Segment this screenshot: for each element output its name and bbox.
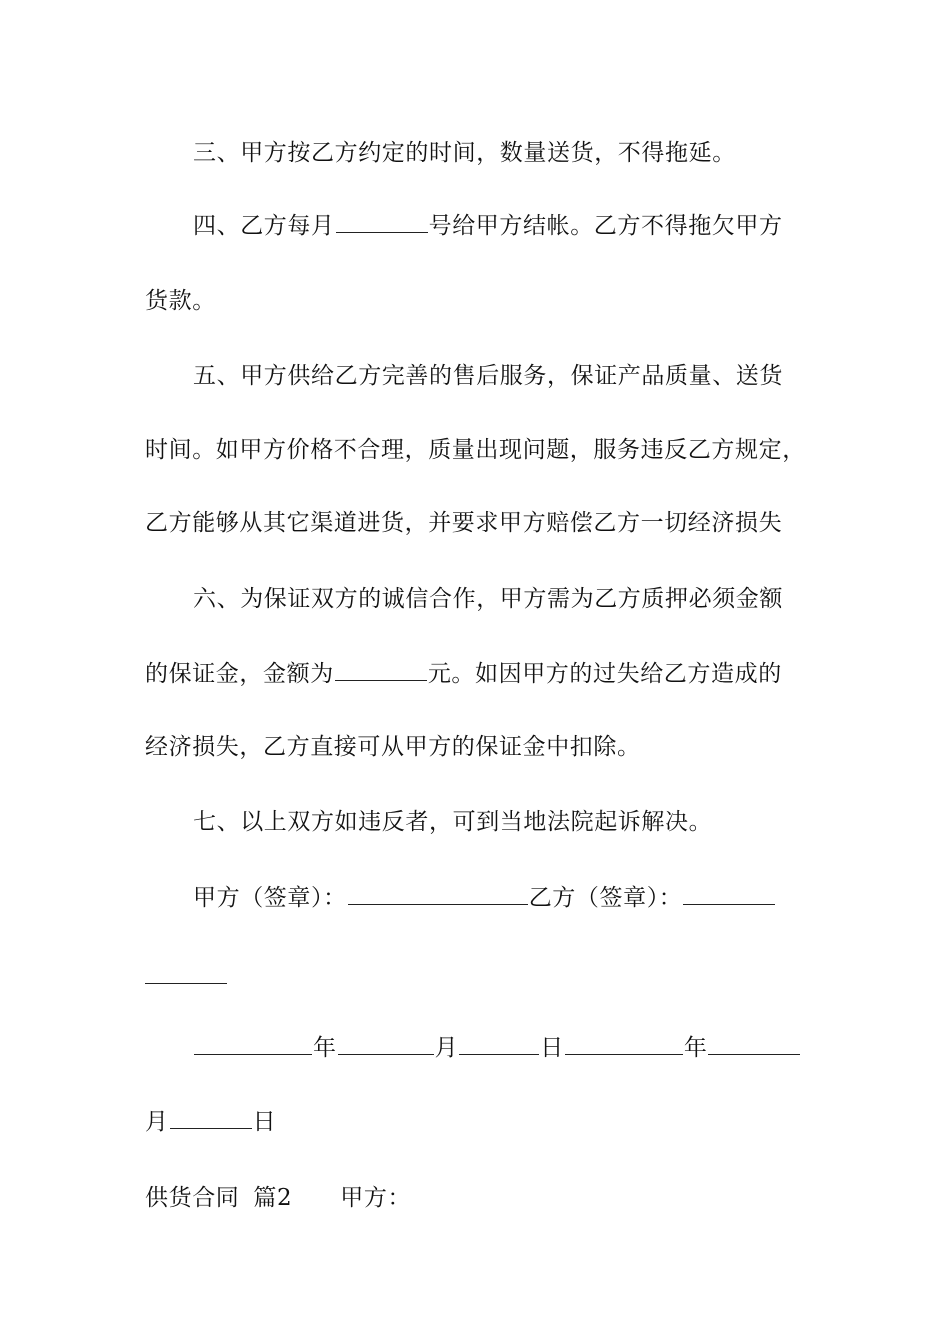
clause-3-text: 三、甲方按乙方约定的时间，数量送货，不得拖延。 [193, 140, 736, 166]
next-section-party-a-label: 甲方： [340, 1185, 412, 1211]
clause-5-line-1 [193, 361, 783, 391]
date-line [193, 1032, 801, 1063]
party-b-signature-blank [683, 882, 775, 905]
clause-6-text-3: 元。如因甲方的过失给乙方造成的 [427, 661, 782, 687]
signature-line [193, 882, 776, 913]
party-a-year-blank [194, 1032, 312, 1055]
day-label: 日 [540, 1035, 564, 1061]
party-a-signature-blank [348, 882, 528, 905]
clause-5-text-3: 乙方能够从其它渠道进货，并要求甲方赔偿乙方一切经济损失 [145, 510, 783, 536]
settlement-day-blank [336, 210, 428, 233]
next-section-title: 供货合同 [145, 1185, 240, 1211]
clause-7 [193, 807, 712, 837]
clause-6-text-4: 经济损失，乙方直接可从甲方的保证金中扣除。 [145, 734, 641, 760]
clause-4-text-3: 货款。 [145, 288, 216, 314]
party-b-signature-blank-continued [145, 982, 227, 984]
clause-5-text-2: 时间。如甲方价格不合理，质量出现问题，服务违反乙方规定， [145, 437, 806, 463]
clause-3 [193, 138, 736, 168]
party-b-day-blank [170, 1106, 252, 1129]
clause-5-line-3 [145, 508, 782, 538]
clause-6-line-2 [145, 658, 782, 689]
clause-6-line-3 [145, 732, 641, 762]
party-a-day-blank [459, 1032, 539, 1055]
clause-5-line-2 [145, 435, 806, 465]
clause-4-text-2: 号给甲方结帐。乙方不得拖欠甲方 [428, 213, 783, 239]
clause-6-text-2: 的保证金，金额为 [145, 661, 334, 687]
next-section-heading [145, 1183, 411, 1213]
month-label-2: 月 [145, 1109, 169, 1135]
party-a-month-blank [338, 1032, 434, 1055]
next-section-number: 篇2 [253, 1185, 293, 1211]
day-label-2: 日 [252, 1109, 277, 1135]
year-label: 年 [313, 1035, 337, 1061]
party-b-year-blank [565, 1032, 683, 1055]
deposit-amount-blank [335, 658, 427, 681]
clause-4-line-1 [193, 210, 783, 241]
clause-5-text-1: 五、甲方供给乙方完善的售后服务，保证产品质量、送货 [193, 363, 783, 389]
month-label: 月 [434, 1035, 459, 1061]
clause-6-text-1: 六、为保证双方的诚信合作，甲方需为乙方质押必须金额 [193, 586, 783, 612]
clause-7-text: 七、以上双方如违反者，可到当地法院起诉解决。 [193, 809, 713, 835]
party-b-signature-label: 乙方（签章）： [528, 885, 683, 911]
date-line-continued [145, 1106, 276, 1137]
clause-4-text-1: 四、乙方每月 [193, 213, 335, 239]
party-a-signature-label: 甲方（签章）： [193, 885, 347, 911]
party-b-month-blank [708, 1032, 800, 1055]
clause-6-line-1 [193, 584, 783, 614]
clause-4-line-2 [145, 286, 216, 316]
year-label-2: 年 [683, 1035, 708, 1061]
